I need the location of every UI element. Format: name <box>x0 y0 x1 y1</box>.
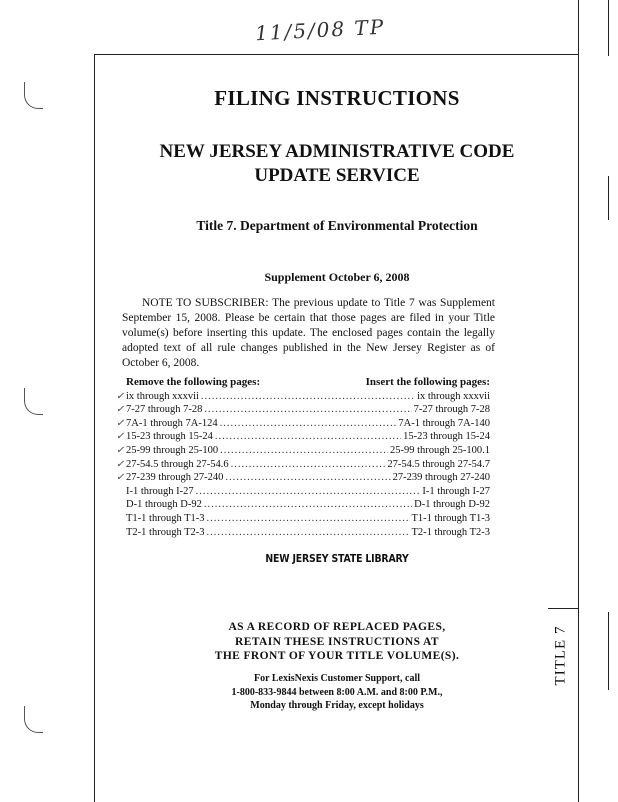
pages-table-header <box>126 376 490 390</box>
insert-pages-cell: 27-239 through 27-240 <box>392 472 490 484</box>
remove-pages-cell: T2-1 through T2-3 <box>126 526 205 538</box>
check-mark-icon: ✓ <box>116 444 125 456</box>
dot-leader <box>220 417 397 431</box>
insert-pages-cell: T2-1 through T2-3 <box>411 526 490 538</box>
side-tab-divider <box>548 608 578 609</box>
dot-leader <box>215 430 401 444</box>
remove-pages-cell: ix through xxxvii <box>126 390 199 402</box>
check-mark-icon: ✓ <box>116 458 125 470</box>
support-line-1: For LexisNexis Customer Support, call <box>253 673 420 684</box>
dot-leader <box>204 403 411 417</box>
remove-pages-cell: 7-27 through 7-28 <box>126 404 203 416</box>
pages-table <box>116 376 490 539</box>
check-mark-icon: ✓ <box>116 404 125 416</box>
insert-pages-cell: 25-99 through 25-100.1 <box>389 444 490 456</box>
table-row <box>116 390 490 404</box>
record-line-2: RETAIN THESE INSTRUCTIONS AT <box>235 635 439 648</box>
insert-pages-cell: D-1 through D-92 <box>414 499 490 511</box>
subscriber-note: NOTE TO SUBSCRIBER: The previous update to Title 7 was Supplement September 15, 2008. Please be certain that those pages are filed in your Title volume(s) before inserting this update. The enclosed pages contain the legally adopted text of all rule changes published in the New Jersey Register as of October 6, 2008. <box>122 297 495 369</box>
insert-pages-cell: 7-27 through 7-28 <box>413 404 490 416</box>
code-title-line-1: NEW JERSEY ADMINISTRATIVE CODE <box>159 141 515 162</box>
remove-pages-cell: 25-99 through 25-100 <box>126 444 219 456</box>
remove-pages-cell: 27-54.5 through 27-54.6 <box>126 458 229 470</box>
check-mark-icon: ✓ <box>116 390 125 402</box>
support-line-3: Monday through Friday, except holidays <box>250 700 424 711</box>
edge-mark-top <box>608 0 609 56</box>
table-row <box>126 526 490 540</box>
handwritten-date-note: 11/5/08 TP <box>254 14 386 46</box>
edge-mark-bottom <box>608 612 609 690</box>
remove-header: Remove the following pages: <box>126 376 261 388</box>
document-title: FILING INSTRUCTIONS <box>214 86 460 110</box>
insert-pages-cell: T1-1 through T1-3 <box>411 512 490 524</box>
dot-leader <box>231 458 386 472</box>
department-title: Title 7. Department of Environmental Protection <box>196 218 478 233</box>
table-row <box>116 430 490 444</box>
punch-hole-top <box>24 82 43 109</box>
punch-hole-middle <box>24 388 43 415</box>
remove-pages-cell: 15-23 through 15-24 <box>126 431 213 443</box>
customer-support <box>96 672 578 713</box>
dot-leader <box>207 512 410 526</box>
table-row <box>126 512 490 526</box>
remove-pages-cell: 7A-1 through 7A-124 <box>126 417 218 429</box>
side-tab <box>548 620 574 690</box>
frame-right-border <box>578 0 579 802</box>
table-row <box>126 485 490 499</box>
dot-leader <box>204 498 412 512</box>
remove-pages-cell: I-1 through I-27 <box>126 485 194 497</box>
remove-pages-cell: 27-239 through 27-240 <box>126 472 224 484</box>
code-title-line-2: UPDATE SERVICE <box>254 165 420 186</box>
library-stamp: NEW JERSEY STATE LIBRARY <box>265 552 409 565</box>
remove-pages-cell: T1-1 through T1-3 <box>126 512 205 524</box>
dot-leader <box>201 390 415 404</box>
punch-hole-bottom <box>24 706 43 733</box>
check-mark-icon: ✓ <box>116 417 125 429</box>
insert-header: Insert the following pages: <box>365 376 490 388</box>
table-row <box>116 444 490 458</box>
code-title <box>96 140 578 188</box>
insert-pages-cell: ix through xxxvii <box>417 390 490 402</box>
supplement-date: Supplement October 6, 2008 <box>264 270 410 284</box>
table-row <box>116 403 490 417</box>
table-row <box>116 471 490 485</box>
table-row <box>116 458 490 472</box>
remove-pages-cell: D-1 through D-92 <box>126 499 202 511</box>
insert-pages-cell: 27-54.5 through 27-54.7 <box>387 458 490 470</box>
dot-leader <box>220 444 388 458</box>
dot-leader <box>196 485 421 499</box>
edge-mark-middle <box>608 176 609 220</box>
frame-top-border <box>94 54 578 55</box>
dot-leader <box>207 526 410 540</box>
insert-pages-cell: 7A-1 through 7A-140 <box>398 417 490 429</box>
table-row <box>126 498 490 512</box>
support-line-2: 1-800-833-9844 between 8:00 A.M. and 8:00 P.M., <box>231 686 443 698</box>
table-row <box>116 417 490 431</box>
pages-table-rows <box>116 390 490 540</box>
dot-leader <box>225 471 390 485</box>
insert-pages-cell: 15-23 through 15-24 <box>403 431 490 443</box>
check-mark-icon: ✓ <box>116 472 125 484</box>
insert-pages-cell: I-1 through I-27 <box>422 485 490 497</box>
record-instructions <box>96 620 578 664</box>
check-mark-icon: ✓ <box>116 431 125 443</box>
record-line-3: THE FRONT OF YOUR TITLE VOLUME(S). <box>214 650 460 662</box>
record-line-1: AS A RECORD OF REPLACED PAGES, <box>228 621 446 633</box>
frame-left-border <box>94 54 95 802</box>
side-tab-label: TITLE 7 <box>552 625 569 685</box>
